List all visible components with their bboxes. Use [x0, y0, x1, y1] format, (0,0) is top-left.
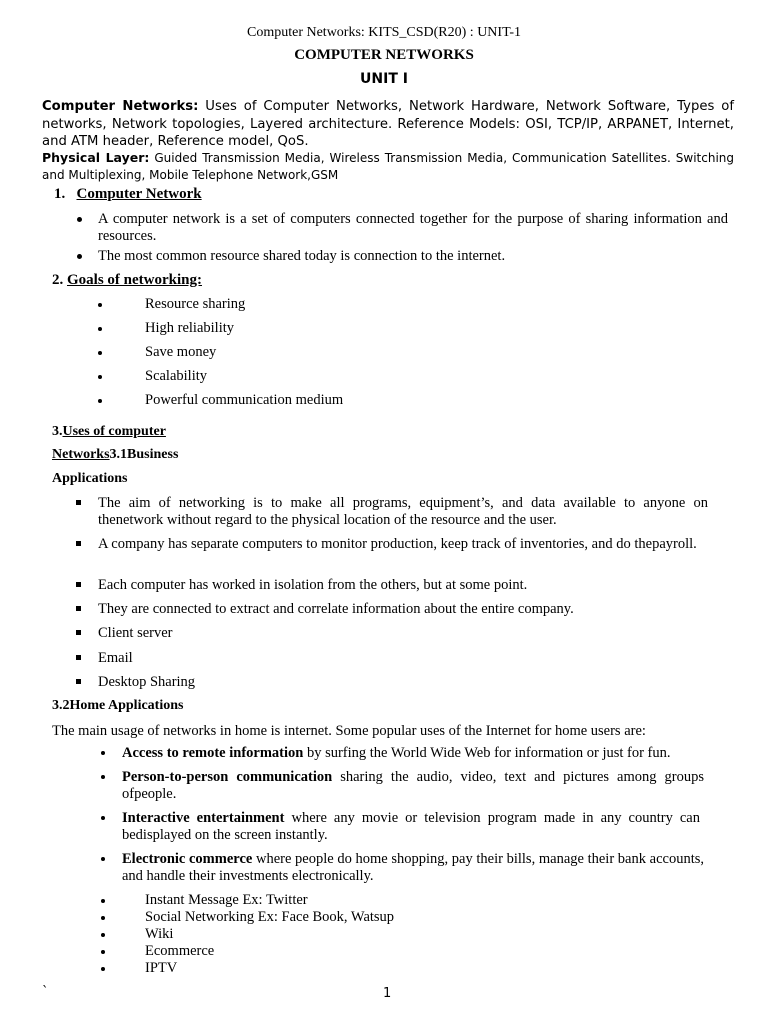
home-list-item: IPTV: [145, 960, 178, 976]
section-1-number: 1.: [54, 186, 66, 202]
bullet-dot-icon: [101, 857, 105, 861]
syllabus-pl-label: Physical Layer:: [42, 150, 150, 165]
subsection-3-2-heading: [52, 698, 183, 714]
bullet-dot-icon: [98, 375, 102, 379]
bullet-dot-icon: [98, 327, 102, 331]
square-bullet-icon: [76, 655, 81, 660]
business-item: The aim of networking is to make all programs, equipment’s, and data available to anyone on thenetwork without regard to the physical location of the resource and the user.: [98, 495, 708, 528]
bullet-dot-icon: [101, 933, 105, 937]
bullet-dot-icon: [101, 967, 105, 971]
home-item: [122, 851, 704, 884]
business-item: Client server: [98, 625, 173, 641]
section-2-number: 2.: [52, 272, 64, 288]
bullet-dot-icon: [98, 303, 102, 307]
subsection-3-2-title: Home Applications: [69, 698, 184, 713]
home-item-bold: Access to remote information: [122, 745, 304, 761]
section-3-number: 3.: [52, 424, 63, 439]
business-item: Desktop Sharing: [98, 674, 196, 690]
bullet-dot-icon: [98, 399, 102, 403]
section-1-bullet: A computer network is a set of computers connected together for the purpose of sharing information and resources.: [98, 211, 728, 244]
business-item: They are connected to extract and correlate information about the entire company.: [98, 601, 574, 617]
home-list-item: Wiki: [145, 926, 174, 942]
home-list-item: Ecommerce: [145, 943, 215, 959]
home-item-bold: Electronic commerce: [122, 851, 253, 867]
section-1-heading: [54, 186, 202, 203]
business-item: A company has separate computers to monitor production, keep track of inventories, and do thepayroll.: [98, 536, 697, 552]
bullet-dot-icon: [77, 217, 82, 222]
section-3-title-part2: Networks: [52, 447, 110, 462]
subsection-3-2-number: 3.2: [52, 698, 70, 713]
syllabus-pl-text: Guided Transmission Media, Wireless Transmission Media, Communication Satellites. Switching and Multiplexing, Mobile Telephone Network,GSM: [42, 151, 734, 182]
section-2-heading: [52, 272, 202, 289]
syllabus-computer-networks: [42, 98, 734, 151]
goal-item: Powerful communication medium: [145, 392, 344, 408]
home-item: [122, 810, 700, 843]
running-header: Computer Networks: KITS_CSD(R20) : UNIT-1: [246, 25, 522, 40]
home-item-text: where people do home shopping, pay their bills, manage their bank accounts, and handle their investments electronically.: [122, 851, 704, 884]
square-bullet-icon: [76, 582, 81, 587]
square-bullet-icon: [76, 679, 81, 684]
section-2-title: Goals of networking:: [67, 272, 202, 288]
home-item-bold: Interactive entertainment: [122, 810, 285, 826]
home-item: [122, 745, 722, 762]
syllabus-physical-layer: [42, 149, 734, 184]
home-list-item: Instant Message Ex: Twitter: [145, 892, 308, 908]
bullet-dot-icon: [77, 254, 82, 259]
page-number: 1: [383, 986, 392, 1001]
business-item: Email: [98, 650, 133, 666]
goal-item: Scalability: [145, 368, 208, 384]
goal-item: Save money: [145, 344, 217, 360]
subsection-3-1-title: Business: [127, 447, 179, 462]
square-bullet-icon: [76, 630, 81, 635]
bullet-dot-icon: [101, 775, 105, 779]
bullet-dot-icon: [101, 899, 105, 903]
section-3-heading: [52, 424, 166, 440]
section-3-title-part1: Uses of computer: [62, 424, 166, 439]
section-3-heading-line2: [52, 447, 178, 463]
square-bullet-icon: [76, 541, 81, 546]
goal-item: Resource sharing: [145, 296, 246, 312]
goal-item: High reliability: [145, 320, 234, 336]
subsection-3-1-number: 3.1: [109, 447, 128, 462]
home-item-text: by surfing the World Wide Web for information or just for fun.: [303, 745, 671, 761]
square-bullet-icon: [76, 606, 81, 611]
document-title: COMPUTER NETWORKS: [294, 47, 474, 63]
section-1-bullet: The most common resource shared today is connection to the internet.: [98, 248, 506, 264]
square-bullet-icon: [76, 500, 81, 505]
bullet-dot-icon: [101, 751, 105, 755]
syllabus-cn-label: Computer Networks:: [42, 99, 199, 114]
home-item: [122, 769, 704, 802]
home-item-text: where any movie or television program made in any country can bedisplayed on the screen instantly.: [122, 810, 700, 843]
section-1-title: Computer Network: [76, 186, 202, 202]
bullet-dot-icon: [101, 950, 105, 954]
home-item-bold: Person-to-person communication: [122, 769, 333, 785]
bullet-dot-icon: [101, 916, 105, 920]
home-intro: The main usage of networks in home is internet. Some popular uses of the Internet for home users are:: [52, 723, 646, 739]
home-item-text: sharing the audio, video, text and pictures among groups ofpeople.: [122, 769, 705, 802]
home-list-item: Social Networking Ex: Face Book, Watsup: [145, 909, 395, 925]
footer-mark: `: [42, 985, 49, 1000]
business-item: Each computer has worked in isolation from the others, but at some point.: [98, 577, 528, 593]
syllabus-cn-text: Uses of Computer Networks, Network Hardware, Network Software, Types of networks, Network topologies, Layered architecture. Reference Models: OSI, TCP/IP, ARPANET, Internet, and ATM header, Reference model, QoS.: [42, 99, 734, 149]
unit-heading: UNIT I: [360, 71, 408, 87]
bullet-dot-icon: [98, 351, 102, 355]
subsection-3-1-title-line2: Applications: [52, 471, 128, 486]
bullet-dot-icon: [101, 816, 105, 820]
